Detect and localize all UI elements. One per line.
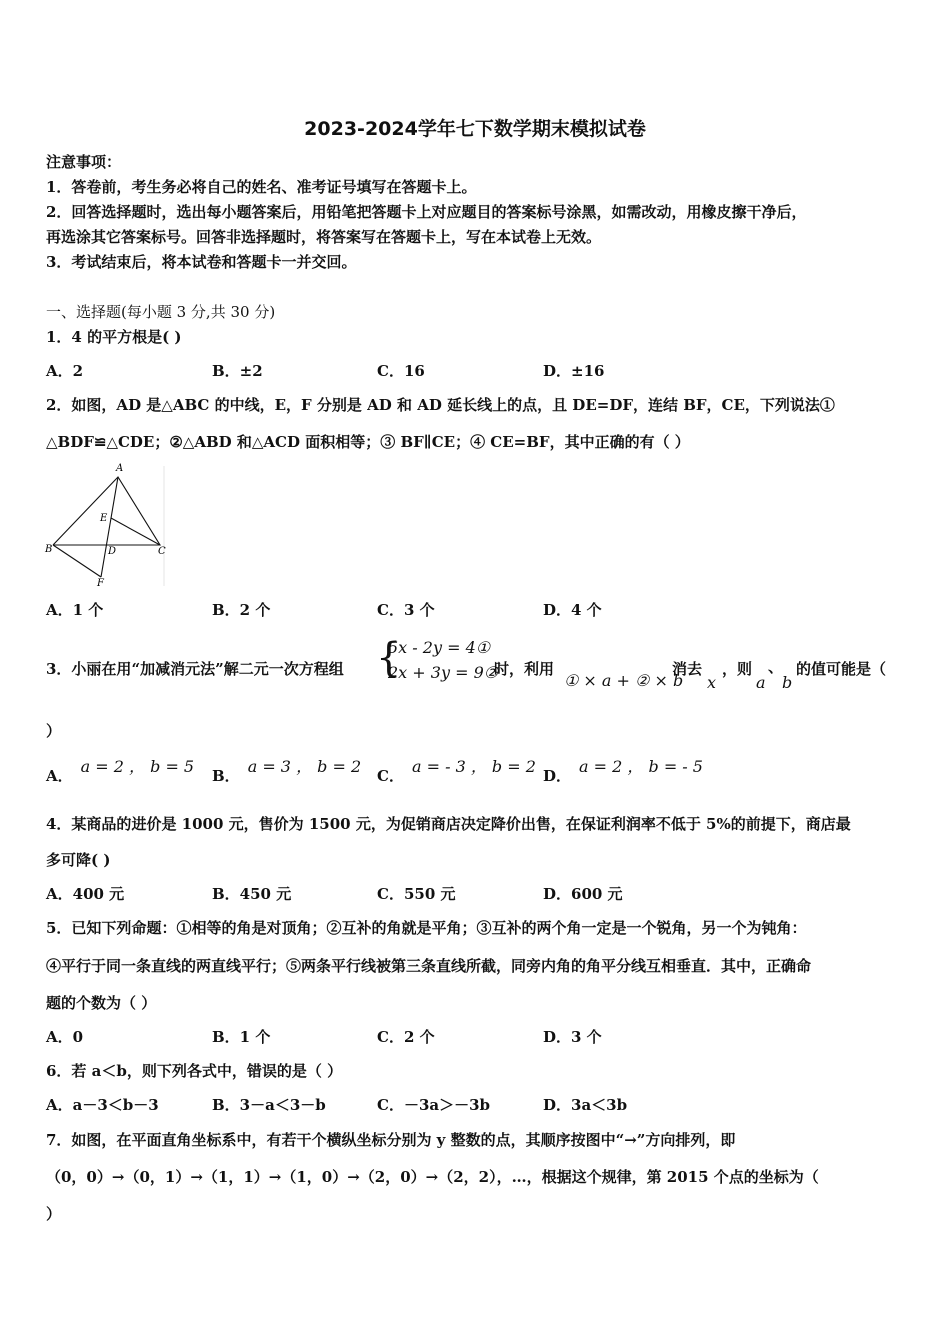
q3-option-b[interactable] <box>212 757 362 786</box>
q3-option-b-letter: B． <box>212 767 240 785</box>
q6-option-b[interactable]: B．3－a＜3－b <box>212 1096 326 1114</box>
q3-equation-system <box>376 635 499 684</box>
q3-option-c[interactable] <box>377 757 536 786</box>
q3-var-x: x <box>707 673 717 692</box>
q1-option-a[interactable]: A．2 <box>46 362 84 380</box>
q3-stem-a: 3．小丽在用“加减消元法”解二元一次方程组 <box>46 660 344 678</box>
q4-option-c[interactable]: C．550 元 <box>377 885 456 903</box>
q4-stem-line2: 多可降( ) <box>46 851 111 869</box>
q3-var-b: b <box>782 673 793 692</box>
point-label-e: E <box>100 513 108 524</box>
q3-stem-c: 消去 <box>672 660 703 678</box>
section-heading: 一、选择题(每小题 3 分,共 30 分) <box>46 303 276 321</box>
q3-equation-2: 2x + 3y = 9② <box>388 663 499 682</box>
notice-item-2: 2．回答选择题时，选出每小题答案后，用铅笔把答题卡上对应题目的答案标号涂黑，如需改动，用橡皮擦干净后， <box>46 203 807 221</box>
q5-stem-line2: ④平行于同一条直线的两直线平行；⑤两条平行线被第三条直线所截，同旁内角的角平分线互相垂直．其中，正确命 <box>46 957 812 975</box>
q3-expression: ① × a + ② × b <box>564 671 684 690</box>
q4-stem-line1: 4．某商品的进价是 1000 元，售价为 1500 元，为促销商店决定降价出售，在保证利润率不低于 5%的前提下，商店最 <box>46 815 851 833</box>
q3-equation-1: 5x - 2y = 4① <box>388 638 491 657</box>
q3-separator: 、 <box>768 658 784 676</box>
q2-stem-line1: 2．如图，AD 是△ABC 的中线，E，F 分别是 AD 和 AD 延长线上的点，且 DE=DF，连结 BF，CE，下列说法① <box>46 396 835 414</box>
notice-item-1: 1．答卷前，考生务必将自己的姓名、准考证号填写在答题卡上。 <box>46 178 477 196</box>
q5-option-b[interactable]: B．1 个 <box>212 1028 271 1046</box>
q4-option-b[interactable]: B．450 元 <box>212 885 292 903</box>
q4-option-d[interactable]: D．600 元 <box>543 885 623 903</box>
q5-stem-line3: 题的个数为（ ） <box>46 994 157 1012</box>
q3-option-c-letter: C． <box>377 767 404 785</box>
q3-option-a-letter: A． <box>46 767 73 785</box>
q3-option-b-math: a = 3 ， b = 2 <box>247 757 362 776</box>
q6-stem: 6．若 a＜b，则下列各式中，错误的是（ ） <box>46 1062 343 1080</box>
q5-option-a[interactable]: A．0 <box>46 1028 84 1046</box>
q3-stem-close: ） <box>46 722 62 740</box>
q1-stem: 1．4 的平方根是( ) <box>46 328 182 346</box>
q7-stem-line2: （0，0）→（0，1）→（1，1）→（1，0）→（2，0）→（2，2），…，根据这个规律，第 2015 个点的坐标为（ <box>46 1168 819 1186</box>
vertex-label-c: C <box>158 546 166 557</box>
q3-option-d-math: a = 2 ， b = - 5 <box>579 757 703 776</box>
notice-heading: 注意事项： <box>46 153 122 171</box>
notice-item-3: 3．考试结束后，将本试卷和答题卡一并交回。 <box>46 253 357 271</box>
q3-option-d-letter: D． <box>543 767 572 785</box>
vertex-label-a: A <box>116 463 124 474</box>
q3-option-a-math: a = 2 ， b = 5 <box>80 757 195 776</box>
q4-option-a[interactable]: A．400 元 <box>46 885 125 903</box>
q2-option-a[interactable]: A．1 个 <box>46 601 104 619</box>
q2-option-d[interactable]: D．4 个 <box>543 601 602 619</box>
triangle-figure <box>44 460 170 590</box>
q3-var-a: a <box>756 673 766 692</box>
q3-stem-e: 的值可能是（ <box>796 660 887 678</box>
q5-stem-line1: 5．已知下列命题：①相等的角是对顶角；②互补的角就是平角；③互补的两个角一定是一个锐角，另一个为钝角： <box>46 919 807 937</box>
vertex-label-b: B <box>45 544 53 555</box>
q3-option-d[interactable] <box>543 757 703 786</box>
q3-stem-b: 时，利用 <box>494 660 555 678</box>
point-label-d: D <box>108 546 117 557</box>
q5-option-d[interactable]: D．3 个 <box>543 1028 602 1046</box>
q6-option-a[interactable]: A．a－3＜b－3 <box>46 1096 159 1114</box>
system-brace: { <box>376 635 402 681</box>
exam-title: 2023-2024学年七下数学期末模拟试卷 <box>304 118 646 140</box>
q7-stem-line3: ） <box>46 1205 62 1223</box>
point-label-f: F <box>97 578 104 589</box>
q3-stem-d: ，则 <box>722 660 753 678</box>
q5-option-c[interactable]: C．2 个 <box>377 1028 435 1046</box>
q3-option-a[interactable] <box>46 757 195 786</box>
q1-option-d[interactable]: D．±16 <box>543 362 605 380</box>
q2-option-b[interactable]: B．2 个 <box>212 601 271 619</box>
q3-option-c-math: a = - 3 ， b = 2 <box>411 757 536 776</box>
notice-item-2-cont: 再选涂其它答案标号。回答非选择题时，将答案写在答题卡上，写在本试卷上无效。 <box>46 228 602 246</box>
q6-option-d[interactable]: D．3a＜3b <box>543 1096 628 1114</box>
q1-option-b[interactable]: B．±2 <box>212 362 263 380</box>
q7-stem-line1: 7．如图，在平面直角坐标系中，有若干个横纵坐标分别为 y 整数的点，其顺序按图中“→”方向排列，即 <box>46 1131 736 1149</box>
q2-option-c[interactable]: C．3 个 <box>377 601 435 619</box>
q2-stem-line2: △BDF≌△CDE；②△ABD 和△ACD 面积相等；③ BF∥CE；④ CE=BF，其中正确的有（ ） <box>46 433 690 451</box>
q6-option-c[interactable]: C．－3a＞－3b <box>377 1096 491 1114</box>
triangle-diagram <box>44 460 170 590</box>
q1-option-c[interactable]: C．16 <box>377 362 425 380</box>
